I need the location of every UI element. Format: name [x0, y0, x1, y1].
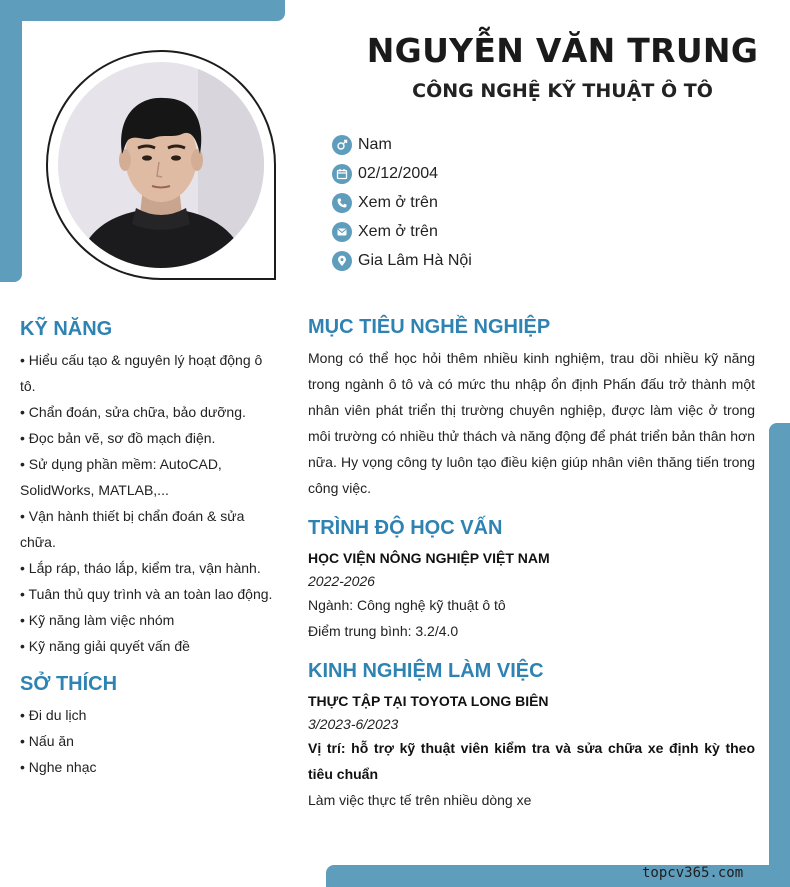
- education-gpa: Điểm trung bình: 3.2/4.0: [308, 623, 459, 639]
- left-column: [20, 318, 275, 794]
- experience-heading: KINH NGHIỆM LÀM VIỆC: [308, 660, 544, 682]
- contact-email: [332, 217, 472, 246]
- birthday-value: 02/12/2004: [358, 164, 439, 182]
- list-item: • Đọc bản vẽ, sơ đồ mạch điện.: [20, 430, 216, 446]
- list-item: • Lắp ráp, tháo lắp, kiểm tra, vận hành.: [20, 560, 261, 576]
- list-item: • Vận hành thiết bị chẩn đoán & sửa chữa.: [20, 508, 245, 550]
- list-item: • Kỹ năng làm việc nhóm: [20, 612, 175, 628]
- list-item: • Chẩn đoán, sửa chữa, bảo dưỡng.: [20, 404, 246, 420]
- decor-bar-top: [0, 0, 285, 21]
- gender-icon: [332, 135, 352, 155]
- avatar-frame: [46, 50, 276, 280]
- candidate-name: NGUYỄN VĂN TRUNG: [366, 31, 759, 70]
- hobbies-heading: SỞ THÍCH: [20, 673, 118, 695]
- list-item: • Đi du lịch: [20, 707, 87, 723]
- contact-list: [332, 130, 472, 275]
- education-heading: TRÌNH ĐỘ HỌC VẤN: [308, 517, 503, 539]
- education-major: Ngành: Công nghệ kỹ thuật ô tô: [308, 597, 506, 613]
- job-title: CÔNG NGHỆ KỸ THUẬT Ô TÔ: [412, 80, 713, 102]
- watermark: topcv365.com: [642, 865, 744, 881]
- avatar: [58, 62, 264, 268]
- right-column: [308, 316, 755, 829]
- skills-heading: KỸ NĂNG: [20, 318, 113, 340]
- calendar-icon: [332, 164, 352, 184]
- list-item: • Sử dụng phần mềm: AutoCAD, SolidWorks, MATLAB,...: [20, 456, 222, 498]
- school-name: HỌC VIỆN NÔNG NGHIỆP VIỆT NAM: [308, 550, 550, 566]
- contact-address: [332, 246, 472, 275]
- objective-section: [308, 316, 755, 501]
- list-item: • Kỹ năng giải quyết vấn đề: [20, 638, 190, 654]
- contact-phone: [332, 188, 472, 217]
- experience-role: Vị trí: hỗ trợ kỹ thuật viên kiểm tra và sửa chữa xe định kỳ theo tiêu chuẩn: [308, 740, 755, 782]
- phone-value: Xem ở trên: [358, 193, 438, 211]
- contact-birthday: [332, 159, 472, 188]
- education-period: 2022-2026: [308, 573, 375, 589]
- list-item: • Tuân thủ quy trình và an toàn lao động.: [20, 586, 273, 602]
- skills-section: [20, 318, 275, 659]
- decor-bar-right: [769, 423, 790, 887]
- gender-value: Nam: [358, 135, 392, 153]
- location-icon: [332, 251, 352, 271]
- list-item: • Nghe nhạc: [20, 759, 97, 775]
- address-value: Gia Lâm Hà Nội: [358, 251, 472, 269]
- decor-bar-left: [0, 0, 22, 282]
- objective-text: Mong có thể học hỏi thêm nhiều kinh nghiệm, trau dồi nhiều kỹ năng trong ngành ô tô và có mức thu nhập ổn định Phấn đấu trở thành một nhân viên phát triển thị trường chuyên nghiệp, được làm việc ở trong môi trường có nhiều thử thách và năng động để phát triển bản thân hơn nữa. Hy vọng công ty luôn tạo điều kiện giúp nhân viên thăng tiến trong công việc.: [308, 350, 755, 496]
- email-value: Xem ở trên: [358, 222, 438, 240]
- list-item: • Hiểu cấu tạo & nguyên lý hoạt động ô tô.: [20, 352, 263, 394]
- list-item: • Nấu ăn: [20, 733, 74, 749]
- phone-icon: [332, 193, 352, 213]
- objective-heading: MỤC TIÊU NGHỀ NGHIỆP: [308, 316, 551, 338]
- education-section: [308, 517, 755, 644]
- experience-section: [308, 660, 755, 813]
- email-icon: [332, 222, 352, 242]
- experience-period: 3/2023-6/2023: [308, 716, 399, 732]
- experience-description: Làm việc thực tế trên nhiều dòng xe: [308, 792, 532, 808]
- portrait-photo: [58, 62, 264, 268]
- contact-gender: [332, 130, 472, 159]
- hobbies-section: [20, 673, 275, 780]
- experience-company: THỰC TẬP TẠI TOYOTA LONG BIÊN: [308, 693, 549, 709]
